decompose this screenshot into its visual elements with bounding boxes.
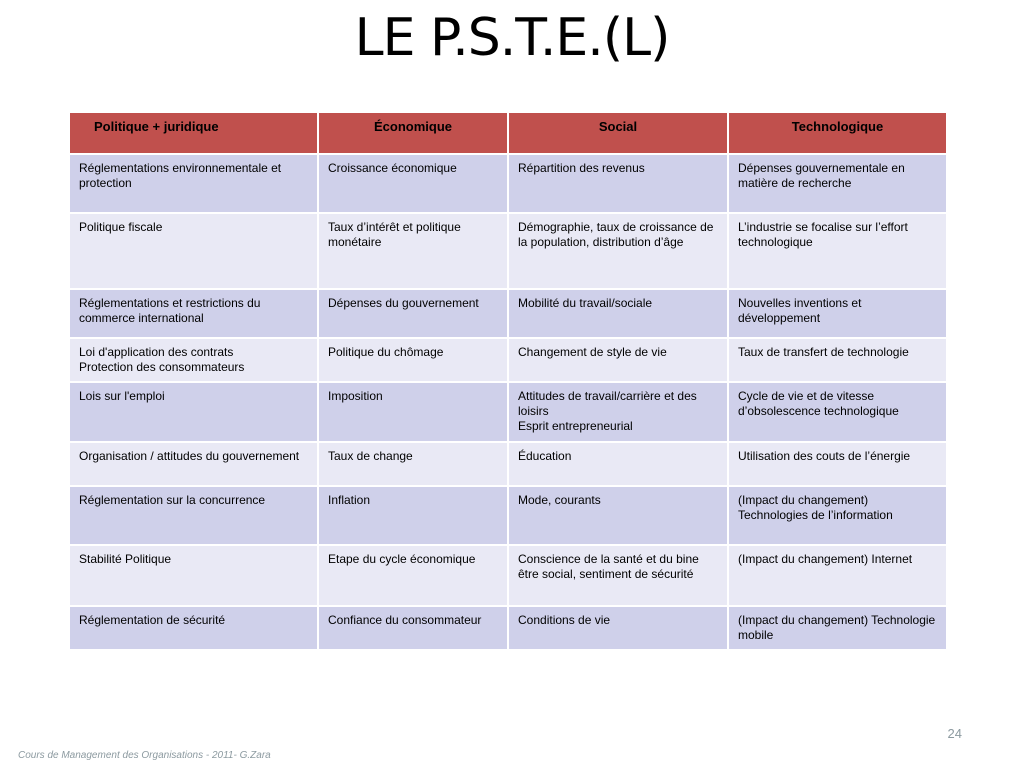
- table-cell: Conditions de vie: [508, 606, 728, 650]
- table-cell: Conscience de la santé et du bine être social, sentiment de sécurité: [508, 545, 728, 606]
- table-cell: Changement de style de vie: [508, 338, 728, 382]
- slide-title: LE P.S.T.E.(L): [354, 8, 670, 68]
- page-number: 24: [947, 726, 962, 741]
- table-row: [69, 442, 947, 486]
- table-row: [69, 545, 947, 606]
- table-row: [69, 338, 947, 382]
- table-cell: Lois sur l'emploi: [69, 382, 318, 442]
- table-cell: Politique fiscale: [69, 213, 318, 289]
- table-cell: Taux d’intérêt et politique monétaire: [318, 213, 508, 289]
- table-cell: Taux de change: [318, 442, 508, 486]
- table-header-row: [69, 112, 947, 154]
- header-technologique: Technologique: [728, 112, 947, 154]
- table-cell: Réglementation sur la concurrence: [69, 486, 318, 545]
- table-cell: Loi d'application des contrats Protection des consommateurs: [69, 338, 318, 382]
- table-cell: Cycle de vie et de vitesse d’obsolescence technologique: [728, 382, 947, 442]
- table-cell: Utilisation des couts de l’énergie: [728, 442, 947, 486]
- table-cell: (Impact du changement) Technologie mobile: [728, 606, 947, 650]
- table-cell: Réglementation de sécurité: [69, 606, 318, 650]
- table-cell: (Impact du changement) Internet: [728, 545, 947, 606]
- table-cell: Stabilité Politique: [69, 545, 318, 606]
- table-row: [69, 213, 947, 289]
- table-row: [69, 606, 947, 650]
- table-cell: Mobilité du travail/sociale: [508, 289, 728, 338]
- table-row: [69, 486, 947, 545]
- table-cell: Démographie, taux de croissance de la population, distribution d’âge: [508, 213, 728, 289]
- table-row: [69, 382, 947, 442]
- header-economique: Économique: [318, 112, 508, 154]
- table-cell: Réglementations et restrictions du commerce international: [69, 289, 318, 338]
- table-cell: Dépenses gouvernementale en matière de recherche: [728, 154, 947, 213]
- table-cell: Confiance du consommateur: [318, 606, 508, 650]
- table-cell: Croissance économique: [318, 154, 508, 213]
- table-cell: Organisation / attitudes du gouvernement: [69, 442, 318, 486]
- table-cell: Taux de transfert de technologie: [728, 338, 947, 382]
- table-cell: (Impact du changement) Technologies de l’information: [728, 486, 947, 545]
- table-cell: Répartition des revenus: [508, 154, 728, 213]
- table-cell: Imposition: [318, 382, 508, 442]
- table-cell: Nouvelles inventions et développement: [728, 289, 947, 338]
- table-cell: Politique du chômage: [318, 338, 508, 382]
- table-row: [69, 154, 947, 213]
- footer-credit: Cours de Management des Organisations - 2011- G.Zara: [18, 750, 271, 761]
- table-cell: Dépenses du gouvernement: [318, 289, 508, 338]
- table-cell: Mode, courants: [508, 486, 728, 545]
- pste-table: [68, 111, 948, 651]
- table-cell: Etape du cycle économique: [318, 545, 508, 606]
- table-row: [69, 289, 947, 338]
- header-politique-juridique: Politique + juridique: [69, 112, 318, 154]
- header-social: Social: [508, 112, 728, 154]
- table-cell: L’industrie se focalise sur l’effort technologique: [728, 213, 947, 289]
- table-cell: Réglementations environnementale et protection: [69, 154, 318, 213]
- table-cell: Inflation: [318, 486, 508, 545]
- table-cell: Éducation: [508, 442, 728, 486]
- table-cell: Attitudes de travail/carrière et des loisirs Esprit entrepreneurial: [508, 382, 728, 442]
